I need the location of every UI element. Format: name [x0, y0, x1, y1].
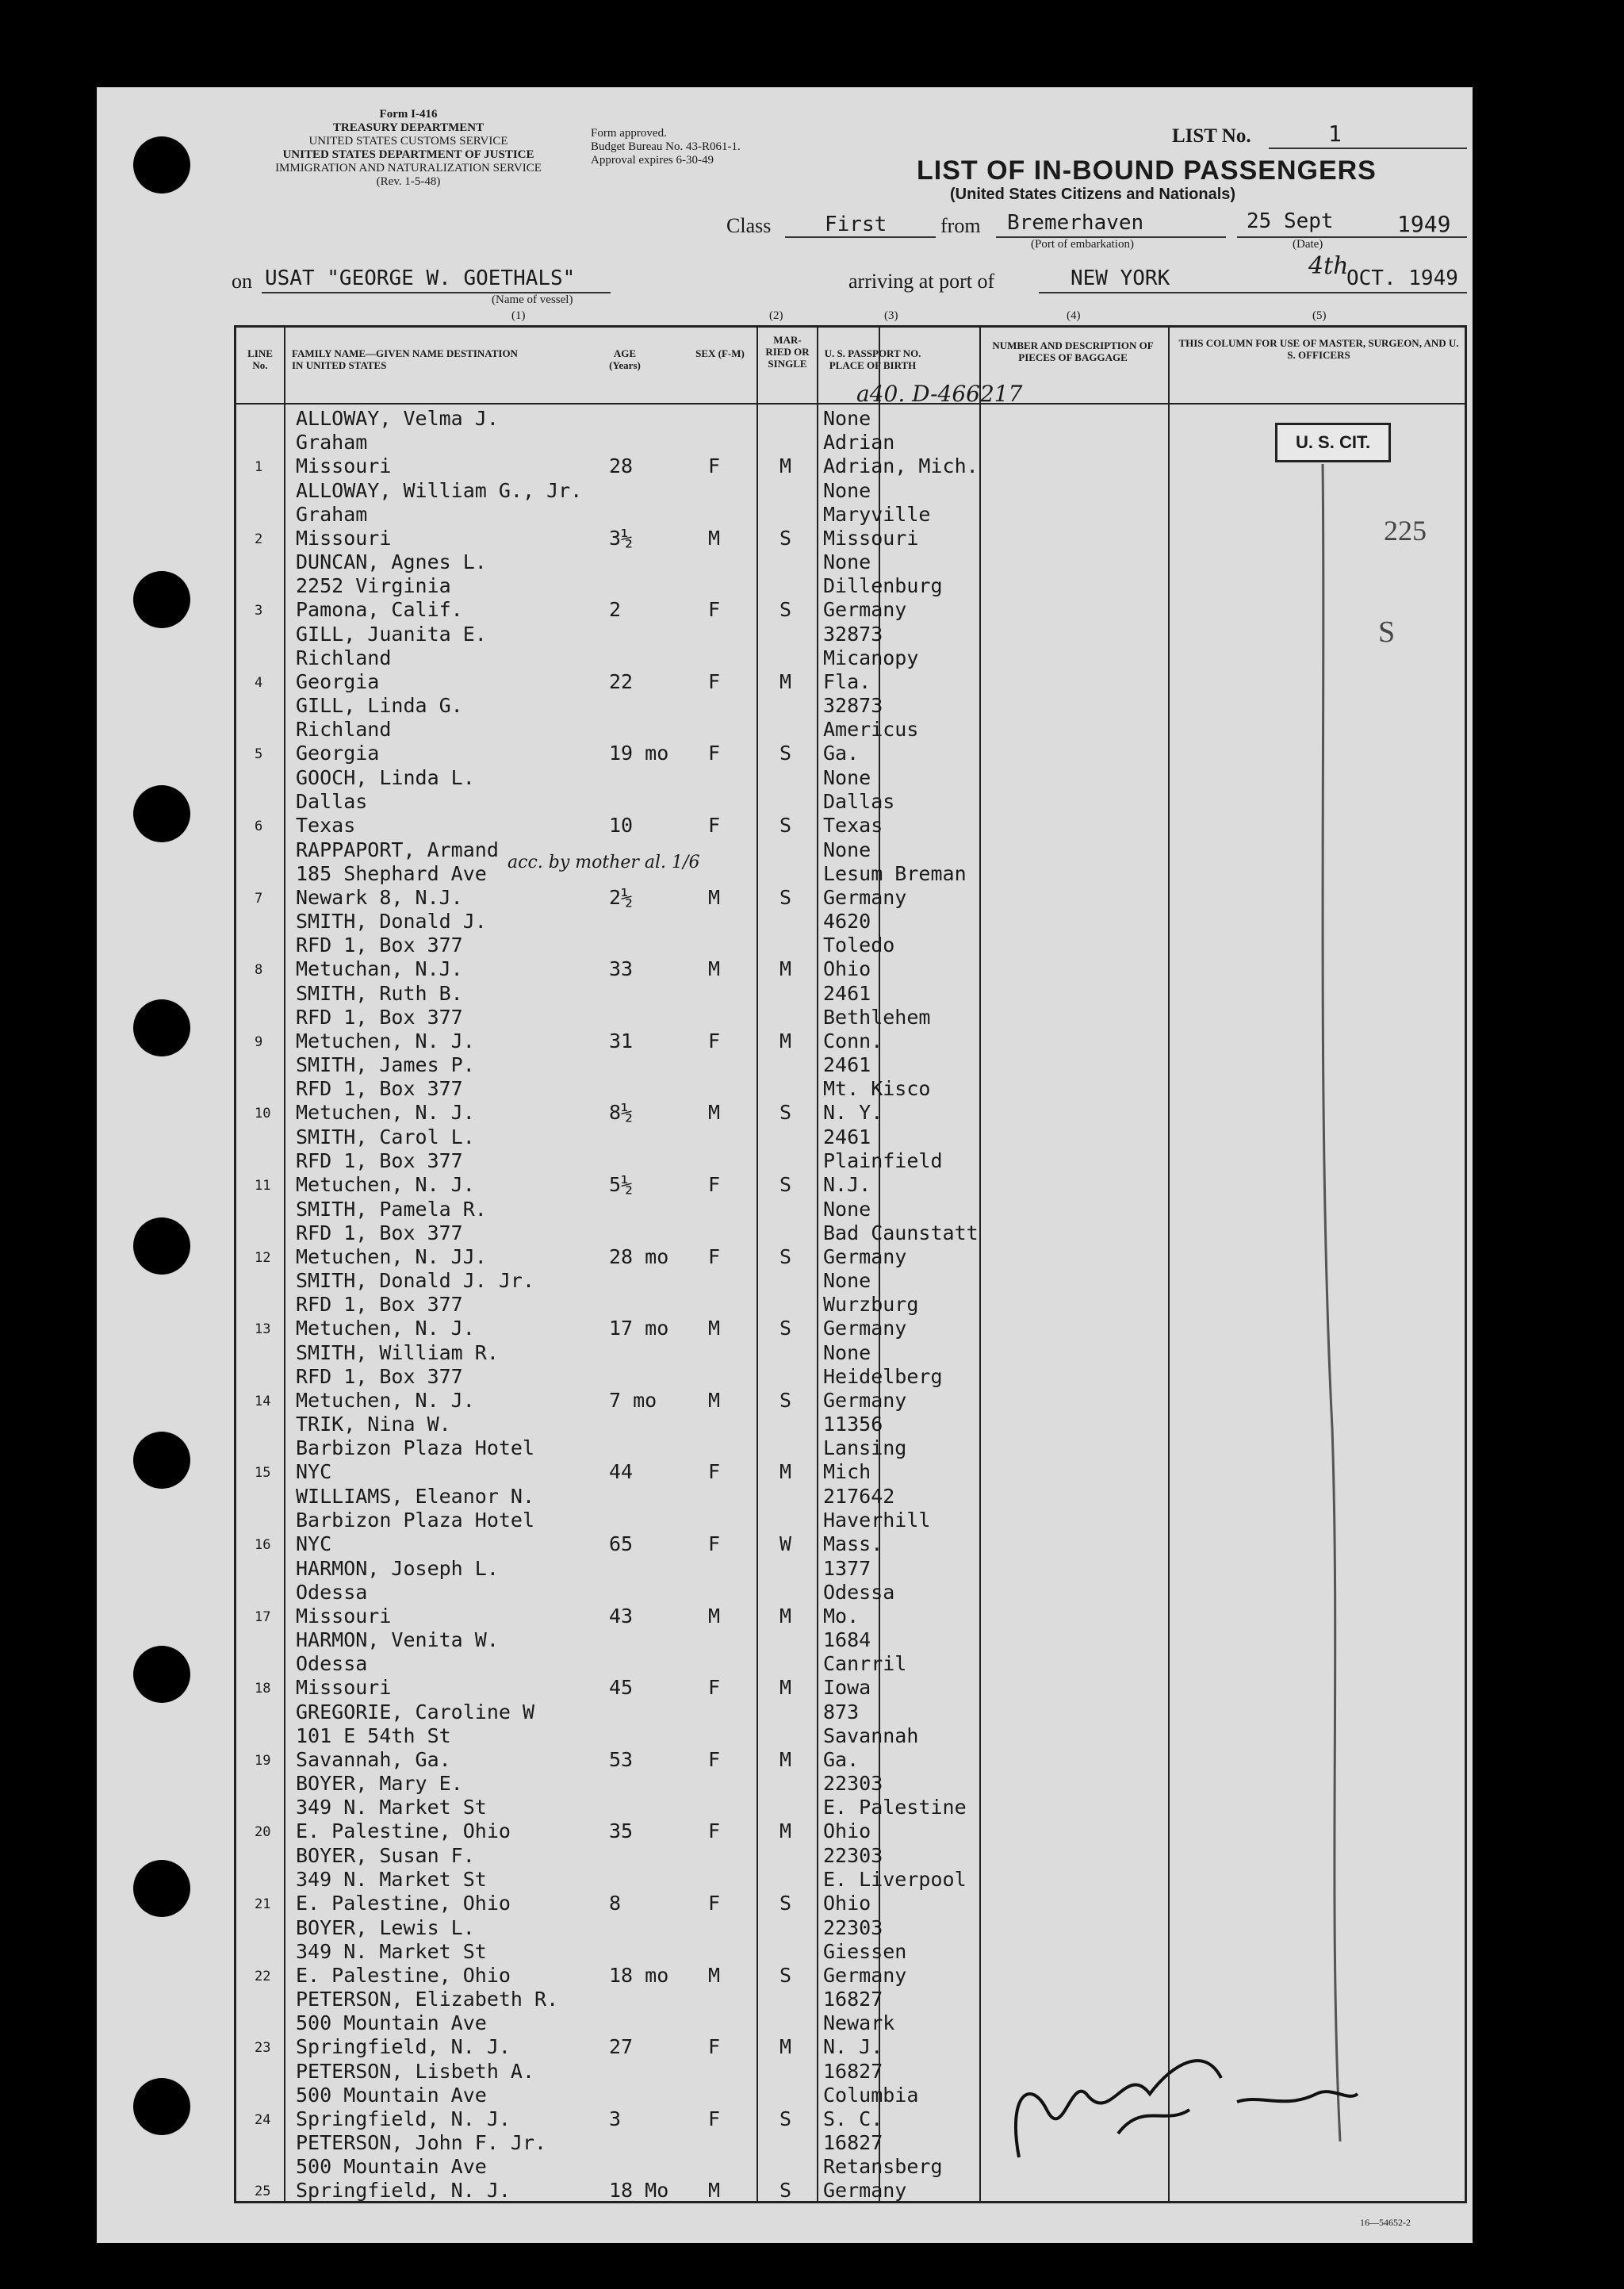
- line-number: 14: [255, 1393, 271, 1409]
- sex-cell: M: [708, 526, 721, 550]
- sex-cell: M: [708, 1101, 721, 1125]
- approved-label: Form approved.: [591, 127, 667, 140]
- line-number: 24: [255, 2111, 271, 2128]
- marital-status-cell: M: [779, 957, 792, 981]
- marital-status-cell: M: [779, 1029, 792, 1052]
- address-line-1: 500 Mountain Ave: [296, 2011, 487, 2035]
- col-num-3: (3): [884, 309, 898, 322]
- marital-status-cell: S: [779, 1173, 792, 1196]
- address-line-2: Springfield, N. J.: [296, 2107, 511, 2130]
- birthplace-line-1: Haverhill: [823, 1509, 931, 1532]
- address-line-2: Savannah, Ga.: [296, 1747, 451, 1771]
- marital-status-cell: S: [779, 1244, 792, 1268]
- marital-status-cell: S: [779, 2107, 792, 2130]
- col-name-header: FAMILY NAME—GIVEN NAME DESTINATION IN UNITED STATES: [292, 347, 518, 371]
- ins-label: IMMIGRATION AND NATURALIZATION SERVICE: [275, 162, 542, 174]
- address-line-2: NYC: [296, 1532, 332, 1555]
- class-label: Class: [726, 214, 772, 237]
- birthplace-line-2: Germany: [823, 598, 907, 622]
- passport-number-cell: None: [823, 766, 871, 789]
- address-line-1: RFD 1, Box 377: [296, 1149, 463, 1172]
- age-cell: 43: [609, 1604, 634, 1628]
- list-number-value: 1: [1328, 121, 1342, 147]
- birthplace-line-1: Giessen: [823, 1939, 907, 1963]
- passenger-name: GILL, Linda G.: [296, 694, 463, 718]
- treasury-label: TREASURY DEPARTMENT: [332, 121, 485, 134]
- birthplace-line-1: Odessa: [823, 1580, 895, 1604]
- marital-status-cell: M: [779, 1747, 792, 1771]
- customs-label: UNITED STATES CUSTOMS SERVICE: [308, 135, 508, 148]
- address-line-2: E. Palestine, Ohio: [296, 1819, 511, 1843]
- marital-status-cell: S: [779, 742, 792, 765]
- birthplace-line-2: Germany: [823, 1388, 907, 1412]
- sex-cell: M: [708, 957, 721, 981]
- passport-number-cell: 22303: [823, 1844, 883, 1867]
- address-line-1: RFD 1, Box 377: [296, 1005, 463, 1029]
- line-number: 8: [255, 962, 263, 979]
- birthplace-line-2: Ga.: [823, 742, 860, 765]
- address-line-2: Springfield, N. J.: [296, 2035, 511, 2059]
- marital-status-cell: M: [779, 669, 792, 693]
- passenger-name: SMITH, Donald J.: [296, 910, 487, 934]
- line-number: 13: [255, 1321, 271, 1338]
- passport-number-cell: 1684: [823, 1628, 871, 1652]
- age-cell: 18 mo: [609, 1963, 669, 1987]
- line-number: 1: [255, 459, 263, 475]
- passport-number-cell: None: [823, 1269, 871, 1293]
- address-line-1: Barbizon Plaza Hotel: [296, 1509, 535, 1532]
- address-line-2: Metuchen, N. J.: [296, 1388, 475, 1412]
- birthplace-line-2: N. J.: [823, 2035, 883, 2059]
- passenger-name: WILLIAMS, Eleanor N.: [296, 1485, 535, 1508]
- sex-cell: F: [708, 1892, 721, 1915]
- birthplace-line-2: Missouri: [823, 526, 919, 550]
- passenger-name: SMITH, James P.: [296, 1053, 475, 1077]
- age-cell: 45: [609, 1676, 634, 1700]
- passport-number-cell: None: [823, 407, 871, 430]
- birthplace-line-2: Germany: [823, 1317, 907, 1340]
- address-line-2: Metuchen, N. J.: [296, 1101, 475, 1125]
- age-cell: 31: [609, 1029, 634, 1052]
- birthplace-line-1: Columbia: [823, 2083, 919, 2107]
- age-cell: 44: [609, 1460, 634, 1484]
- address-line-1: 349 N. Market St: [296, 1868, 487, 1891]
- date-caption: (Date): [1293, 238, 1323, 251]
- passport-number-cell: None: [823, 1340, 871, 1364]
- birthplace-line-1: E. Palestine: [823, 1796, 967, 1819]
- address-line-2: Metuchen, N. J.: [296, 1029, 475, 1052]
- annotation-225: 225: [1384, 515, 1427, 546]
- sex-cell: F: [708, 1029, 721, 1052]
- col-num-4: (4): [1067, 309, 1081, 322]
- line-number: 10: [255, 1106, 271, 1122]
- line-number: 18: [255, 1681, 271, 1697]
- passport-number-cell: None: [823, 838, 871, 861]
- line-number: 5: [255, 746, 263, 763]
- address-line-1: Graham: [296, 431, 368, 454]
- birthplace-line-2: Texas: [823, 814, 883, 837]
- passenger-name: ALLOWAY, Velma J.: [296, 407, 499, 430]
- expires-label: Approval expires 6-30-49: [591, 154, 714, 167]
- marital-status-cell: M: [779, 1819, 792, 1843]
- birthplace-line-1: Bad Caunstatt: [823, 1221, 979, 1244]
- marital-status-cell: M: [779, 1604, 792, 1628]
- age-cell: 8½: [609, 1101, 634, 1125]
- col-passport-header: U. S. PASSPORT NO. PLACE OF BIRTH: [824, 347, 921, 371]
- marital-status-cell: W: [779, 1532, 792, 1555]
- line-number: 21: [255, 1896, 271, 1912]
- col-line-header: LINE No.: [247, 347, 273, 371]
- address-line-1: 2252 Virginia: [296, 574, 451, 598]
- vessel-name: USAT "GEORGE W. GOETHALS": [265, 266, 576, 290]
- passenger-name: BOYER, Susan F.: [296, 1844, 475, 1867]
- address-line-1: 500 Mountain Ave: [296, 2083, 487, 2107]
- address-line-1: Barbizon Plaza Hotel: [296, 1436, 535, 1460]
- address-line-1: Odessa: [296, 1652, 368, 1676]
- date-year: 1949: [1397, 211, 1451, 237]
- budget-label: Budget Bureau No. 43-R061-1.: [591, 140, 741, 153]
- address-line-1: 349 N. Market St: [296, 1796, 487, 1819]
- sex-cell: M: [708, 2179, 721, 2203]
- address-line-1: RFD 1, Box 377: [296, 1293, 463, 1317]
- address-line-1: Richland: [296, 718, 392, 742]
- passport-number-cell: None: [823, 550, 871, 574]
- passenger-name: GILL, Juanita E.: [296, 622, 487, 646]
- sex-cell: F: [708, 1532, 721, 1555]
- line-number: 25: [255, 2184, 271, 2200]
- passenger-name: GOOCH, Linda L.: [296, 766, 475, 789]
- birthplace-line-1: Canrril: [823, 1652, 907, 1676]
- address-line-2: Newark 8, N.J.: [296, 885, 463, 909]
- age-cell: 7 mo: [609, 1388, 657, 1412]
- birthplace-line-1: Newark: [823, 2011, 895, 2035]
- rev-label: (Rev. 1-5-48): [376, 175, 441, 188]
- age-cell: 2: [609, 598, 622, 622]
- arrival-date: OCT. 1949: [1346, 266, 1458, 290]
- arrival-day: 4th: [1308, 252, 1349, 280]
- marital-status-cell: S: [779, 1101, 792, 1125]
- age-cell: 18 Mo: [609, 2179, 669, 2203]
- address-line-2: Springfield, N. J.: [296, 2179, 511, 2203]
- birthplace-line-1: Bethlehem: [823, 1005, 931, 1029]
- passport-number-cell: 873: [823, 1700, 860, 1723]
- passenger-name: SMITH, Pamela R.: [296, 1197, 487, 1221]
- birthplace-line-2: Ga.: [823, 1747, 860, 1771]
- passenger-name: BOYER, Lewis L.: [296, 1915, 475, 1939]
- birthplace-line-2: Germany: [823, 1963, 907, 1987]
- line-number: 7: [255, 890, 263, 907]
- on-label: on: [232, 270, 252, 293]
- address-line-1: Graham: [296, 502, 368, 526]
- passport-number-cell: 32873: [823, 622, 883, 646]
- from-value: Bremerhaven: [1007, 211, 1144, 235]
- line-number: 16: [255, 1537, 271, 1553]
- passenger-name: PETERSON, Elizabeth R.: [296, 1988, 559, 2011]
- birthplace-line-1: Adrian: [823, 431, 895, 454]
- address-line-1: 500 Mountain Ave: [296, 2155, 487, 2179]
- age-cell: 3½: [609, 526, 634, 550]
- sex-cell: F: [708, 1747, 721, 1771]
- passport-number-cell: 2461: [823, 1125, 871, 1148]
- passport-number-cell: 22303: [823, 1915, 883, 1939]
- sex-cell: F: [708, 2035, 721, 2059]
- col-num-5: (5): [1312, 309, 1327, 322]
- passport-number-cell: 217642: [823, 1485, 895, 1508]
- passport-number-cell: 2461: [823, 1053, 871, 1077]
- col-num-1: (1): [511, 309, 526, 322]
- age-cell: 5½: [609, 1173, 634, 1196]
- line-number: 19: [255, 1752, 271, 1769]
- address-line-1: 101 E 54th St: [296, 1723, 451, 1747]
- marital-status-cell: M: [779, 1460, 792, 1484]
- passenger-name: SMITH, Carol L.: [296, 1125, 475, 1148]
- passenger-name: PETERSON, Lisbeth A.: [296, 2059, 535, 2083]
- address-line-2: Texas: [296, 814, 356, 837]
- birthplace-line-2: Conn.: [823, 1029, 883, 1052]
- address-line-1: RFD 1, Box 377: [296, 1364, 463, 1388]
- birthplace-line-1: Savannah: [823, 1723, 919, 1747]
- marital-status-cell: S: [779, 1963, 792, 1987]
- birthplace-line-2: N.J.: [823, 1173, 871, 1196]
- passport-number-cell: 16827: [823, 2059, 883, 2083]
- age-cell: 28: [609, 454, 634, 477]
- marital-status-cell: S: [779, 1388, 792, 1412]
- passenger-name: RAPPAPORT, Armand: [296, 838, 499, 861]
- passenger-name: GREGORIE, Caroline W: [296, 1700, 535, 1723]
- bottom-form-code: 16—54652-2: [1360, 2217, 1411, 2228]
- birthplace-line-2: Iowa: [823, 1676, 871, 1700]
- birthplace-line-2: Germany: [823, 2179, 907, 2203]
- sex-cell: F: [708, 598, 721, 622]
- birthplace-line-1: Lesum Breman: [823, 861, 967, 885]
- birthplace-line-1: Lansing: [823, 1436, 907, 1460]
- arriving-label: arriving at port of: [848, 270, 995, 293]
- line-number: 22: [255, 1968, 271, 1984]
- line-number: 15: [255, 1465, 271, 1482]
- passenger-name: BOYER, Mary E.: [296, 1772, 463, 1796]
- passenger-name: HARMON, Joseph L.: [296, 1556, 499, 1580]
- address-line-1: Dallas: [296, 790, 368, 813]
- line-number: 11: [255, 1178, 271, 1194]
- marital-status-cell: S: [779, 1892, 792, 1915]
- age-cell: 53: [609, 1747, 634, 1771]
- birthplace-line-1: Plainfield: [823, 1149, 943, 1172]
- us-citizen-stamp: U. S. CIT.: [1275, 423, 1391, 462]
- address-line-2: Metuchen, N. J.: [296, 1173, 475, 1196]
- passport-number-cell: 1377: [823, 1556, 871, 1580]
- age-cell: 22: [609, 669, 634, 693]
- passport-number-cell: 32873: [823, 694, 883, 718]
- passport-handwritten-note: a40. D-466217: [856, 381, 1023, 407]
- age-cell: 28 mo: [609, 1244, 669, 1268]
- sex-cell: F: [708, 1173, 721, 1196]
- age-cell: 10: [609, 814, 634, 837]
- list-number-label: LIST No.: [1172, 125, 1251, 147]
- birthplace-line-1: Maryville: [823, 502, 931, 526]
- page-title: LIST OF IN-BOUND PASSENGERS: [917, 155, 1377, 186]
- line-number: 6: [255, 819, 263, 834]
- justice-label: UNITED STATES DEPARTMENT OF JUSTICE: [282, 148, 534, 161]
- line-number: 9: [255, 1033, 263, 1050]
- sex-cell: F: [708, 742, 721, 765]
- sex-cell: F: [708, 454, 721, 477]
- address-line-1: Richland: [296, 646, 392, 669]
- marital-status-cell: S: [779, 2179, 792, 2203]
- address-line-2: Metuchen, N. JJ.: [296, 1244, 487, 1268]
- rappaport-handwritten-note: acc. by mother al. 1/6: [508, 853, 700, 872]
- annotation-s: S: [1378, 615, 1396, 649]
- line-number: 17: [255, 1608, 271, 1625]
- birthplace-line-1: Heidelberg: [823, 1364, 943, 1388]
- age-cell: 65: [609, 1532, 634, 1555]
- col-num-2: (2): [769, 309, 783, 322]
- marital-status-cell: M: [779, 2035, 792, 2059]
- line-number: 12: [255, 1249, 271, 1266]
- birthplace-line-2: Ohio: [823, 957, 871, 981]
- address-line-2: E. Palestine, Ohio: [296, 1892, 511, 1915]
- sex-cell: M: [708, 1963, 721, 1987]
- line-number: 20: [255, 1824, 271, 1841]
- age-cell: 17 mo: [609, 1317, 669, 1340]
- date-value: 25 Sept: [1247, 209, 1334, 233]
- birthplace-line-1: Toledo: [823, 934, 895, 957]
- birthplace-line-2: Ohio: [823, 1892, 871, 1915]
- birthplace-line-1: Wurzburg: [823, 1293, 919, 1317]
- marital-status-cell: S: [779, 885, 792, 909]
- birthplace-line-1: Micanopy: [823, 646, 919, 669]
- birthplace-line-1: E. Liverpool: [823, 1868, 967, 1891]
- birthplace-line-2: S. C.: [823, 2107, 883, 2130]
- sex-cell: F: [708, 2107, 721, 2130]
- age-cell: 35: [609, 1819, 634, 1843]
- port-embarkation-caption: (Port of embarkation): [1031, 238, 1134, 251]
- address-line-1: 349 N. Market St: [296, 1939, 487, 1963]
- from-label: from: [940, 214, 981, 237]
- birthplace-line-2: N. Y.: [823, 1101, 883, 1125]
- birthplace-line-2: Adrian, Mich.: [823, 454, 979, 477]
- passport-number-cell: 11356: [823, 1413, 883, 1436]
- sex-cell: M: [708, 1388, 721, 1412]
- passenger-name: HARMON, Venita W.: [296, 1628, 499, 1652]
- address-line-2: Missouri: [296, 1676, 392, 1700]
- birthplace-line-2: Mass.: [823, 1532, 883, 1555]
- passenger-name: TRIK, Nina W.: [296, 1413, 451, 1436]
- passport-number-cell: None: [823, 478, 871, 502]
- address-line-1: RFD 1, Box 377: [296, 1077, 463, 1101]
- address-line-2: Metuchen, N. J.: [296, 1317, 475, 1340]
- address-line-2: NYC: [296, 1460, 332, 1484]
- age-cell: 27: [609, 2035, 634, 2059]
- address-line-2: Missouri: [296, 526, 392, 550]
- col-officers-header: THIS COLUMN FOR USE OF MASTER, SURGEON, AND U. S. OFFICERS: [1178, 337, 1459, 361]
- sex-cell: M: [708, 1317, 721, 1340]
- sex-cell: F: [708, 669, 721, 693]
- address-line-1: RFD 1, Box 377: [296, 934, 463, 957]
- marital-status-cell: M: [779, 1676, 792, 1700]
- marital-status-cell: M: [779, 454, 792, 477]
- birthplace-line-2: Germany: [823, 885, 907, 909]
- marital-status-cell: S: [779, 1317, 792, 1340]
- arrival-port: NEW YORK: [1071, 266, 1170, 290]
- line-number: 4: [255, 674, 263, 691]
- address-line-1: 185 Shephard Ave: [296, 861, 487, 885]
- passport-number-cell: None: [823, 1197, 871, 1221]
- birthplace-line-1: Retansberg: [823, 2155, 943, 2179]
- address-line-2: Metuchan, N.J.: [296, 957, 463, 981]
- age-cell: 19 mo: [609, 742, 669, 765]
- birthplace-line-2: Mo.: [823, 1604, 860, 1628]
- sex-cell: F: [708, 1676, 721, 1700]
- address-line-1: Odessa: [296, 1580, 368, 1604]
- marital-status-cell: S: [779, 526, 792, 550]
- col-married-header: MAR- RIED OR SINGLE: [765, 334, 810, 370]
- passport-number-cell: 16827: [823, 1988, 883, 2011]
- passenger-name: PETERSON, John F. Jr.: [296, 2131, 547, 2155]
- birthplace-line-2: Mich: [823, 1460, 871, 1484]
- passport-number-cell: 22303: [823, 1772, 883, 1796]
- address-line-2: Missouri: [296, 454, 392, 477]
- address-line-1: RFD 1, Box 377: [296, 1221, 463, 1244]
- form-number: Form I-416: [379, 108, 438, 121]
- address-line-2: E. Palestine, Ohio: [296, 1963, 511, 1987]
- passport-number-cell: 16827: [823, 2131, 883, 2155]
- passenger-name: SMITH, Ruth B.: [296, 981, 463, 1005]
- birthplace-line-2: Ohio: [823, 1819, 871, 1843]
- age-cell: 33: [609, 957, 634, 981]
- address-line-2: Georgia: [296, 742, 380, 765]
- sex-cell: F: [708, 1819, 721, 1843]
- class-value: First: [825, 213, 887, 236]
- age-cell: 8: [609, 1892, 622, 1915]
- birthplace-line-1: Dallas: [823, 790, 895, 813]
- passenger-name: SMITH, Donald J. Jr.: [296, 1269, 535, 1293]
- passenger-name: ALLOWAY, William G., Jr.: [296, 478, 583, 502]
- vessel-caption: (Name of vessel): [492, 293, 573, 306]
- birthplace-line-2: Fla.: [823, 669, 871, 693]
- address-line-2: Georgia: [296, 669, 380, 693]
- sex-cell: M: [708, 1604, 721, 1628]
- sex-cell: M: [708, 885, 721, 909]
- passport-number-cell: 4620: [823, 910, 871, 934]
- age-cell: 2½: [609, 885, 634, 909]
- line-number: 3: [255, 603, 263, 619]
- page-subtitle: (United States Citizens and Nationals): [950, 186, 1236, 203]
- birthplace-line-1: Dillenburg: [823, 574, 943, 598]
- col-baggage-header: NUMBER AND DESCRIPTION OF PIECES OF BAGGAGE: [992, 339, 1154, 363]
- col-age-header: AGE (Years): [609, 347, 641, 371]
- address-line-2: Missouri: [296, 1604, 392, 1628]
- col-sex-header: SEX (F-M): [695, 347, 745, 359]
- sex-cell: F: [708, 1460, 721, 1484]
- line-number: 2: [255, 531, 263, 547]
- passenger-name: SMITH, William R.: [296, 1340, 499, 1364]
- passport-number-cell: 2461: [823, 981, 871, 1005]
- birthplace-line-2: Germany: [823, 1244, 907, 1268]
- passenger-name: DUNCAN, Agnes L.: [296, 550, 487, 574]
- age-cell: 3: [609, 2107, 622, 2130]
- line-number: 23: [255, 2040, 271, 2057]
- address-line-2: Pamona, Calif.: [296, 598, 463, 622]
- sex-cell: F: [708, 1244, 721, 1268]
- marital-status-cell: S: [779, 598, 792, 622]
- birthplace-line-1: Americus: [823, 718, 919, 742]
- birthplace-line-1: Mt. Kisco: [823, 1077, 931, 1101]
- sex-cell: F: [708, 814, 721, 837]
- marital-status-cell: S: [779, 814, 792, 837]
